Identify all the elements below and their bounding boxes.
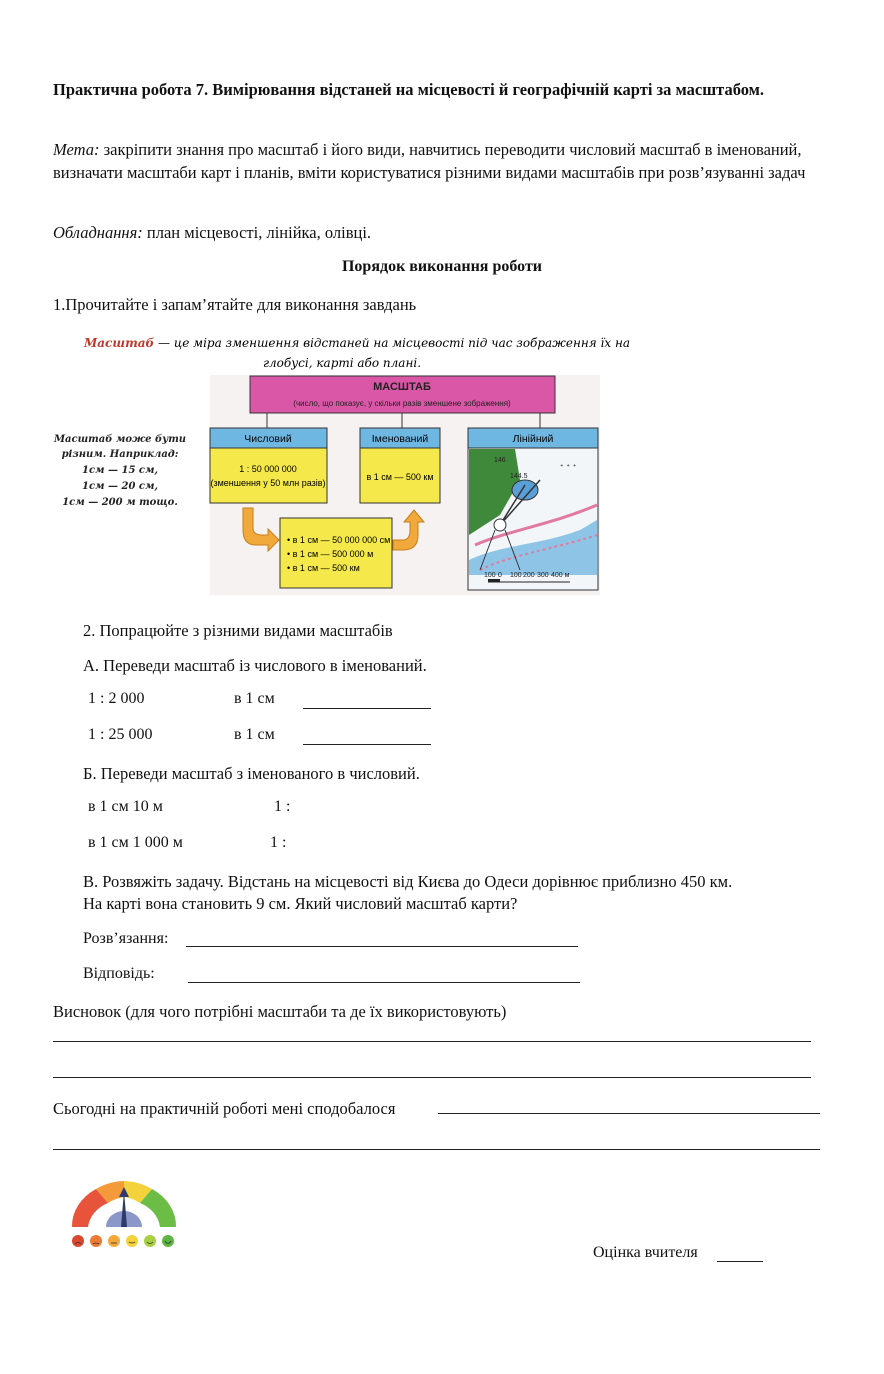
task-a-prefix: в 1 см <box>234 726 275 743</box>
solution-line[interactable] <box>186 946 578 947</box>
mood-gauge-icon <box>66 1175 182 1253</box>
scale-bar-label: 300 <box>537 572 549 579</box>
task-b-named: в 1 см 1 000 м <box>88 834 183 851</box>
equipment-label: Обладнання: <box>53 223 143 242</box>
named-value: в 1 см — 500 км <box>366 472 434 482</box>
answer-line[interactable] <box>188 982 580 983</box>
goal-paragraph <box>53 138 843 184</box>
numeric-note: (зменшення у 50 млн разів) <box>210 478 326 488</box>
task-a-answer-line[interactable] <box>303 744 431 745</box>
definition-word: Масштаб <box>84 336 155 350</box>
solution-label: Розв’язання: <box>83 930 169 947</box>
numeric-title: Числовий <box>244 433 292 445</box>
side-note <box>53 434 186 508</box>
liked-line-2[interactable] <box>53 1149 820 1150</box>
very-happy-face-icon <box>162 1235 174 1247</box>
liked-line[interactable] <box>438 1113 820 1114</box>
task-a-scale: 1 : 2 000 <box>88 690 145 707</box>
procedure-heading: Порядок виконання роботи <box>341 258 543 275</box>
task-b-ratio: 1 : <box>270 834 287 851</box>
equipment-text: план місцевості, лінійка, олівці. <box>142 223 372 242</box>
scale-bar-label: 200 <box>523 572 535 579</box>
side-note-line: 1см — 20 см, <box>82 481 158 492</box>
conversion-item: • в 1 см — 500 000 м <box>287 549 374 559</box>
scale-bar-label: 100 <box>484 572 496 579</box>
task-a-prefix: в 1 см <box>234 690 275 707</box>
map-label: 146 <box>494 457 506 464</box>
side-note-line: 1см — 15 см, <box>82 465 158 476</box>
task-a-answer-line[interactable] <box>303 708 431 709</box>
definition-line2: глобусі, карті або плані. <box>262 356 422 370</box>
liked-text: Сьогодні на практичній роботі мені сподобалося <box>53 1099 396 1118</box>
scale-diagram <box>53 330 631 595</box>
numeric-box-body <box>210 448 327 503</box>
equipment-paragraph <box>53 221 843 244</box>
definition-line1 <box>83 336 630 350</box>
task-c-line2: На карті вона становить 9 см. Який числовий масштаб карти? <box>83 894 518 913</box>
map-label: 144.5 <box>510 473 528 480</box>
task-a-heading: А. Переведи масштаб із числового в іменований. <box>83 656 427 675</box>
step2-text: 2. Попрацюйте з різними видами масштабів <box>83 621 393 640</box>
step1-text: 1.Прочитайте і запам’ятайте для виконання завдань <box>53 295 417 314</box>
task-c-line1: В. Розвяжіть задачу. Відстань на місцевості від Києва до Одеси дорівнює приблизно 450 км. <box>83 872 733 891</box>
happy-face-icon <box>144 1235 156 1247</box>
teacher-grade-label: Оцінка вчителя <box>593 1244 698 1261</box>
teacher-grade-line[interactable] <box>717 1261 763 1262</box>
conversion-item: • в 1 см — 50 000 000 см <box>287 535 391 545</box>
task-a-scale: 1 : 25 000 <box>88 726 153 743</box>
goal-text: закріпити знання про масштаб і його види, навчитись переводити числовий масштаб в іменований, визначати масштаби карт і планів, вміти користуватися різними видами масштабів при розв’язуванні задач <box>53 140 806 182</box>
smile-face-icon <box>126 1235 138 1247</box>
task-b-ratio: 1 : <box>274 798 291 815</box>
conclusion-line[interactable] <box>53 1041 811 1042</box>
conclusion-text: Висновок (для чого потрібні масштаби та де їх використовують) <box>53 1002 507 1021</box>
main-box-subtitle: (число, що показує, у скільки разів зменшене зображення) <box>293 399 511 408</box>
numeric-value: 1 : 50 000 000 <box>239 464 297 474</box>
answer-label: Відповідь: <box>83 965 155 982</box>
goal-label: Мета: <box>53 140 100 159</box>
neutral-face-icon <box>108 1235 120 1247</box>
task-b-named: в 1 см 10 м <box>88 798 163 815</box>
named-title: Іменований <box>371 433 429 445</box>
scale-bar-label: 100 <box>510 572 522 579</box>
side-note-line: 1см — 200 м тощо. <box>62 497 178 508</box>
mood-meter <box>66 1175 182 1253</box>
conversion-item: • в 1 см — 500 км <box>287 563 360 573</box>
definition-rest: — це міра зменшення відстаней на місцевості під час зображення їх на <box>154 336 631 350</box>
main-box-title: МАСШТАБ <box>373 381 431 393</box>
conclusion-line[interactable] <box>53 1077 811 1078</box>
scale-bar-label: 0 <box>498 572 502 579</box>
task-b-heading: Б. Переведи масштаб з іменованого в числовий. <box>83 764 420 783</box>
svg-text:ᐩ ᐩ ᐩ: ᐩ ᐩ ᐩ <box>560 463 577 473</box>
page-title: Практична робота 7. Вимірювання відстаней на місцевості й географічній карті за масштабом. <box>53 80 765 99</box>
side-note-line: Масштаб може бути <box>53 434 187 445</box>
scale-figure <box>53 330 631 595</box>
scale-bar-label: 400 м <box>551 572 570 579</box>
sad-face-icon <box>90 1235 102 1247</box>
very-sad-face-icon <box>72 1235 84 1247</box>
side-note-line: різним. Наприклад: <box>61 449 179 460</box>
linear-title: Лінійний <box>512 433 554 445</box>
